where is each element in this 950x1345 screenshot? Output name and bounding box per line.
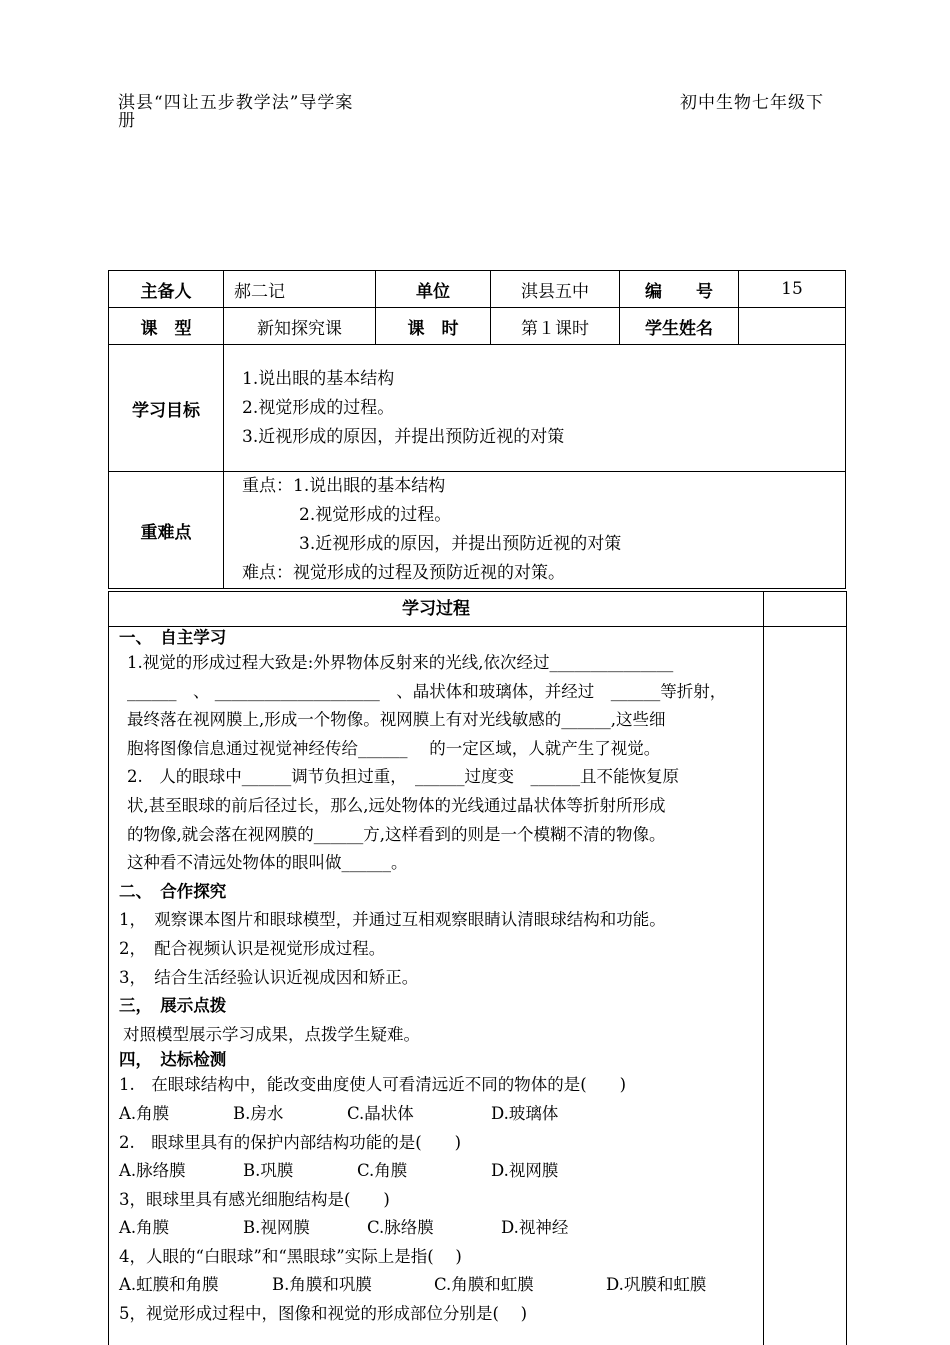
text-line: 状,甚至眼球的前后径过长，那么,远处物体的光线通过晶状体等折射所形成 <box>127 795 666 815</box>
text-line: 3， 结合生活经验认识近视成因和矫正。 <box>119 967 419 987</box>
option: D.玻璃体 <box>491 1103 559 1123</box>
option: C.角膜和虹膜 <box>434 1275 534 1295</box>
process-content <box>119 627 757 1329</box>
label-goals: 学习目标 <box>109 345 224 472</box>
option: D.视网膜 <box>491 1161 559 1181</box>
learning-process <box>108 591 847 1345</box>
option: A.角膜 <box>119 1103 170 1123</box>
text-line: 2， 配合视频认识是视觉形成过程。 <box>119 938 386 958</box>
header-right: 初中生物七年级下 <box>680 93 824 113</box>
text-line: 这种看不清远处物体的眼叫做______。 <box>127 853 408 873</box>
value-student-name[interactable] <box>739 308 846 345</box>
question-2: 2. 眼球里具有的保护内部结构功能的是( ) <box>119 1132 462 1152</box>
label-number: 编 号 <box>620 271 739 308</box>
label-lesson-type: 课 型 <box>109 308 224 345</box>
text-line: 2. 人的眼球中______调节负担过重， ______过度变 ______且不能恢复原 <box>127 767 679 787</box>
option: A.脉络膜 <box>119 1161 186 1181</box>
question-3: 3，眼球里具有感光细胞结构是( ) <box>119 1189 390 1209</box>
value-period: 第１课时 <box>491 308 620 345</box>
label-key-points: 重难点 <box>109 472 224 589</box>
key-points-cell <box>224 472 846 589</box>
option: C.角膜 <box>357 1161 408 1181</box>
question-2-options <box>119 1157 757 1186</box>
question-5: 5，视觉形成过程中，图像和视觉的形成部位分别是( ) <box>119 1304 528 1324</box>
question-4: 4，人眼的“白眼球”和“黑眼球”实际上是指( ) <box>119 1246 462 1266</box>
option: C.脉络膜 <box>367 1218 434 1238</box>
value-unit: 淇县五中 <box>491 271 620 308</box>
goals-cell <box>224 345 846 472</box>
text-line: 的物像,就会落在视网膜的______方,这样看到的则是一个模糊不清的物像。 <box>127 824 666 844</box>
goal-item: 3.近视形成的原因，并提出预防近视的对策 <box>242 426 565 447</box>
text-line: 最终落在视网膜上,形成一个物像。视网膜上有对光线敏感的______,这些细 <box>127 710 666 730</box>
key-point: 2.视觉形成的过程。 <box>299 505 452 525</box>
question-3-options <box>119 1214 757 1243</box>
question-1-options <box>119 1100 757 1129</box>
label-period: 课 时 <box>376 308 491 345</box>
option: C.晶状体 <box>347 1103 414 1123</box>
info-table <box>108 270 846 589</box>
question-4-options <box>119 1271 757 1300</box>
difficult-point: 难点：视觉形成的过程及预防近视的对策。 <box>242 563 565 583</box>
option: D.视神经 <box>501 1218 569 1238</box>
text-line: 对照模型展示学习成果，点拨学生疑难。 <box>123 1024 420 1044</box>
section-display: 三， 展示点拨 <box>119 996 227 1016</box>
option: A.角膜 <box>119 1218 170 1238</box>
key-point: 3.近视形成的原因，并提出预防近视的对策 <box>299 534 622 554</box>
process-title: 学习过程 <box>109 592 763 627</box>
section-cooperative: 二、 合作探究 <box>119 881 227 901</box>
text-line: 1， 观察课本图片和眼球模型，并通过互相观察眼睛认清眼球结构和功能。 <box>119 910 666 930</box>
text-line: 1.视觉的形成过程大致是:外界物体反射来的光线,依次经过_______________ <box>127 653 674 672</box>
value-number: 15 <box>739 271 846 308</box>
goal-item: 2.视觉形成的过程。 <box>242 397 395 418</box>
question-1: 1. 在眼球结构中，能改变曲度使人可看清远近不同的物体的是( ) <box>119 1075 627 1095</box>
option: A.虹膜和角膜 <box>119 1275 219 1295</box>
label-unit: 单位 <box>376 271 491 308</box>
section-test: 四， 达标检测 <box>119 1050 227 1070</box>
option: B.视网膜 <box>243 1218 310 1238</box>
section-self-study: 一、 自主学习 <box>119 628 227 647</box>
label-student-name: 学生姓名 <box>620 308 739 345</box>
header-left: 淇县“四让五步教学法”导学案 <box>118 93 354 113</box>
goal-item: 1.说出眼的基本结构 <box>242 368 395 389</box>
value-lesson-type: 新知探究课 <box>224 308 376 345</box>
text-line: 胞将图像信息通过视觉神经传给______ 的一定区域，人就产生了视觉。 <box>127 738 661 758</box>
option: B.角膜和巩膜 <box>272 1275 372 1295</box>
label-author: 主备人 <box>109 271 224 308</box>
header-left-wrap: 册 <box>118 111 136 131</box>
option: B.巩膜 <box>243 1161 294 1181</box>
row-divider <box>763 626 846 627</box>
option: B.房水 <box>233 1103 284 1123</box>
option: D.巩膜和虹膜 <box>606 1275 707 1295</box>
text-line: ______ 、 ____________________ 、晶状体和玻璃体，并经过 ______等折射， <box>127 681 727 701</box>
key-point: 重点：1.说出眼的基本结构 <box>242 476 446 496</box>
column-divider <box>763 592 764 1345</box>
value-author: 郝二记 <box>224 271 376 308</box>
